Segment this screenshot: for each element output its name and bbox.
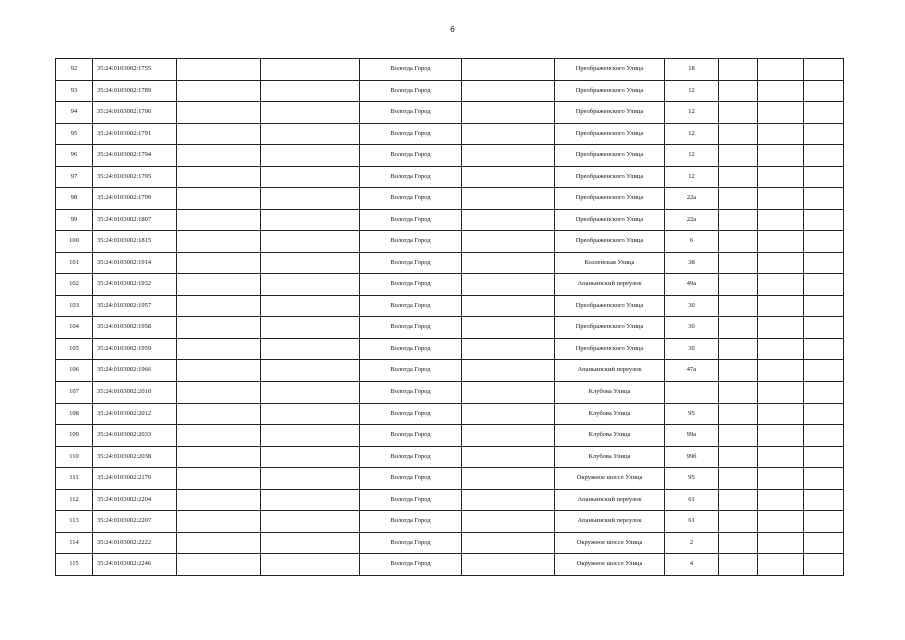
table-row [56,59,844,81]
empty-cell [261,532,360,554]
empty-cell [261,360,360,382]
page-number: 6 [450,25,455,34]
street-cell: Преображенского Улица [555,166,665,188]
city-cell: Вологда Город [360,166,462,188]
street-cell: Апаньинский переулок [555,511,665,533]
empty-cell [758,274,804,296]
empty-cell [758,317,804,339]
street-cell: Клубова Улица [555,381,665,403]
cadastral-number-cell: 35:24:0103002:1815 [93,231,177,253]
city-cell: Вологда Город [360,532,462,554]
empty-cell [758,532,804,554]
city-cell: Вологда Город [360,188,462,210]
table-row [56,145,844,167]
table-row [56,511,844,533]
empty-cell [462,381,555,403]
street-cell: Преображенского Улица [555,317,665,339]
table-row [56,231,844,253]
empty-cell [261,209,360,231]
empty-cell [177,80,261,102]
city-cell: Вологда Город [360,511,462,533]
empty-cell [261,102,360,124]
empty-cell [758,554,804,576]
cadastral-number-cell: 35:24:0103002:2010 [93,381,177,403]
empty-cell [719,80,758,102]
table-row [56,403,844,425]
city-cell: Вологда Город [360,102,462,124]
empty-cell [804,209,844,231]
empty-cell [177,403,261,425]
empty-cell [462,511,555,533]
empty-cell [758,59,804,81]
empty-cell [462,403,555,425]
house-number-cell: 95 [665,403,719,425]
empty-cell [261,511,360,533]
empty-cell [804,489,844,511]
city-cell: Вологда Город [360,274,462,296]
empty-cell [719,403,758,425]
empty-cell [261,317,360,339]
empty-cell [462,145,555,167]
empty-cell [804,425,844,447]
street-cell: Апаньинский переулок [555,360,665,382]
empty-cell [719,532,758,554]
empty-cell [462,360,555,382]
street-cell: Окружное шоссе Улица [555,554,665,576]
cadastral-number-cell: 35:24:0103002:1966 [93,360,177,382]
row-number-cell: 92 [56,59,93,81]
row-number-cell: 114 [56,532,93,554]
empty-cell [719,188,758,210]
empty-cell [719,511,758,533]
empty-cell [804,123,844,145]
empty-cell [261,252,360,274]
street-cell: Преображенского Улица [555,338,665,360]
row-number-cell: 96 [56,145,93,167]
empty-cell [462,252,555,274]
empty-cell [758,381,804,403]
cadastral-number-cell: 35:24:0103002:1789 [93,80,177,102]
empty-cell [462,446,555,468]
street-cell: Преображенского Улица [555,188,665,210]
city-cell: Вологда Город [360,123,462,145]
cadastral-number-cell: 35:24:0103002:1799 [93,188,177,210]
table-row [56,338,844,360]
city-cell: Вологда Город [360,231,462,253]
row-number-cell: 97 [56,166,93,188]
row-number-cell: 106 [56,360,93,382]
row-number-cell: 105 [56,338,93,360]
house-number-cell: 38 [665,252,719,274]
empty-cell [758,80,804,102]
city-cell: Вологда Город [360,209,462,231]
street-cell: Клубова Улица [555,403,665,425]
empty-cell [758,102,804,124]
cadastral-number-cell: 35:24:0103002:2204 [93,489,177,511]
empty-cell [719,554,758,576]
house-number-cell: 99б [665,446,719,468]
table-row [56,489,844,511]
property-registry-table [55,58,844,576]
empty-cell [462,468,555,490]
city-cell: Вологда Город [360,446,462,468]
empty-cell [719,446,758,468]
empty-cell [177,425,261,447]
empty-cell [177,231,261,253]
empty-cell [719,166,758,188]
empty-cell [719,468,758,490]
empty-cell [462,123,555,145]
empty-cell [804,381,844,403]
street-cell: Преображенского Улица [555,80,665,102]
empty-cell [261,295,360,317]
cadastral-number-cell: 35:24:0103002:1932 [93,274,177,296]
empty-cell [719,489,758,511]
empty-cell [261,274,360,296]
street-cell: Преображенского Улица [555,295,665,317]
cadastral-number-cell: 35:24:0103002:2222 [93,532,177,554]
street-cell: Козленская Улица [555,252,665,274]
empty-cell [177,554,261,576]
empty-cell [462,274,555,296]
house-number-cell: 61 [665,489,719,511]
row-number-cell: 113 [56,511,93,533]
row-number-cell: 104 [56,317,93,339]
empty-cell [758,123,804,145]
empty-cell [758,338,804,360]
empty-cell [804,252,844,274]
empty-cell [177,102,261,124]
house-number-cell: 2 [665,532,719,554]
house-number-cell: 12 [665,102,719,124]
row-number-cell: 108 [56,403,93,425]
street-cell: Клубова Улица [555,446,665,468]
empty-cell [804,360,844,382]
empty-cell [758,489,804,511]
empty-cell [261,166,360,188]
empty-cell [261,188,360,210]
empty-cell [462,317,555,339]
row-number-cell: 100 [56,231,93,253]
house-number-cell: 49а [665,274,719,296]
empty-cell [719,295,758,317]
empty-cell [758,295,804,317]
empty-cell [804,317,844,339]
house-number-cell: 99а [665,425,719,447]
empty-cell [804,59,844,81]
street-cell: Клубова Улица [555,425,665,447]
empty-cell [804,511,844,533]
cadastral-number-cell: 35:24:0103002:2170 [93,468,177,490]
empty-cell [758,231,804,253]
empty-cell [261,338,360,360]
empty-cell [177,295,261,317]
cadastral-number-cell: 35:24:0103002:1807 [93,209,177,231]
empty-cell [177,381,261,403]
empty-cell [758,166,804,188]
empty-cell [719,145,758,167]
empty-cell [462,554,555,576]
empty-cell [177,209,261,231]
empty-cell [719,252,758,274]
empty-cell [177,338,261,360]
row-number-cell: 110 [56,446,93,468]
empty-cell [719,123,758,145]
empty-cell [177,468,261,490]
street-cell: Преображенского Улица [555,102,665,124]
street-cell: Окружное шоссе Улица [555,532,665,554]
empty-cell [261,403,360,425]
empty-cell [462,80,555,102]
empty-cell [261,145,360,167]
empty-cell [261,446,360,468]
cadastral-number-cell: 35:24:0103002:1957 [93,295,177,317]
city-cell: Вологда Город [360,489,462,511]
street-cell: Апаньинский переулок [555,274,665,296]
cadastral-number-cell: 35:24:0103002:2012 [93,403,177,425]
empty-cell [758,252,804,274]
empty-cell [462,425,555,447]
empty-cell [804,188,844,210]
house-number-cell: 12 [665,123,719,145]
cadastral-number-cell: 35:24:0103002:2207 [93,511,177,533]
street-cell: Преображенского Улица [555,59,665,81]
empty-cell [177,317,261,339]
row-number-cell: 93 [56,80,93,102]
house-number-cell: 95 [665,468,719,490]
house-number-cell: 30 [665,338,719,360]
empty-cell [261,59,360,81]
row-number-cell: 94 [56,102,93,124]
empty-cell [804,554,844,576]
empty-cell [261,489,360,511]
street-cell: Апаньинский переулок [555,489,665,511]
empty-cell [804,295,844,317]
row-number-cell: 111 [56,468,93,490]
empty-cell [462,231,555,253]
cadastral-number-cell: 35:24:0103002:1794 [93,145,177,167]
row-number-cell: 102 [56,274,93,296]
city-cell: Вологда Город [360,145,462,167]
empty-cell [804,403,844,425]
empty-cell [177,511,261,533]
empty-cell [261,468,360,490]
cadastral-number-cell: 35:24:0103002:1795 [93,166,177,188]
table-row [56,468,844,490]
house-number-cell [665,381,719,403]
empty-cell [719,360,758,382]
city-cell: Вологда Город [360,59,462,81]
table-row [56,252,844,274]
empty-cell [177,360,261,382]
cadastral-number-cell: 35:24:0103002:1914 [93,252,177,274]
street-cell: Преображенского Улица [555,231,665,253]
cadastral-number-cell: 35:24:0103002:2246 [93,554,177,576]
empty-cell [261,123,360,145]
table-row [56,80,844,102]
empty-cell [719,209,758,231]
table-row [56,317,844,339]
empty-cell [758,360,804,382]
row-number-cell: 107 [56,381,93,403]
city-cell: Вологда Город [360,80,462,102]
empty-cell [177,59,261,81]
house-number-cell: 12 [665,145,719,167]
cadastral-number-cell: 35:24:0103002:1790 [93,102,177,124]
empty-cell [804,231,844,253]
cadastral-number-cell: 35:24:0103002:2033 [93,425,177,447]
city-cell: Вологда Город [360,468,462,490]
cadastral-number-cell: 35:24:0103002:1755 [93,59,177,81]
empty-cell [177,252,261,274]
empty-cell [758,468,804,490]
city-cell: Вологда Город [360,381,462,403]
empty-cell [177,274,261,296]
house-number-cell: 30 [665,295,719,317]
table-row [56,166,844,188]
empty-cell [462,188,555,210]
empty-cell [177,532,261,554]
table-row [56,274,844,296]
empty-cell [758,425,804,447]
row-number-cell: 99 [56,209,93,231]
city-cell: Вологда Город [360,425,462,447]
empty-cell [804,446,844,468]
house-number-cell: 30 [665,317,719,339]
table-row [56,554,844,576]
row-number-cell: 109 [56,425,93,447]
row-number-cell: 115 [56,554,93,576]
empty-cell [462,489,555,511]
empty-cell [758,209,804,231]
empty-cell [804,102,844,124]
city-cell: Вологда Город [360,403,462,425]
empty-cell [177,145,261,167]
empty-cell [462,209,555,231]
empty-cell [719,59,758,81]
city-cell: Вологда Город [360,317,462,339]
empty-cell [758,188,804,210]
city-cell: Вологда Город [360,295,462,317]
empty-cell [804,338,844,360]
table-row [56,381,844,403]
empty-cell [758,145,804,167]
empty-cell [719,338,758,360]
empty-cell [804,80,844,102]
cadastral-number-cell: 35:24:0103002:1791 [93,123,177,145]
city-cell: Вологда Город [360,252,462,274]
empty-cell [719,425,758,447]
empty-cell [462,532,555,554]
house-number-cell: 6 [665,231,719,253]
row-number-cell: 112 [56,489,93,511]
house-number-cell: 12 [665,80,719,102]
empty-cell [804,468,844,490]
empty-cell [261,425,360,447]
house-number-cell: 22а [665,188,719,210]
empty-cell [719,274,758,296]
street-cell: Преображенского Улица [555,123,665,145]
street-cell: Окружное шоссе Улица [555,468,665,490]
house-number-cell: 61 [665,511,719,533]
empty-cell [719,102,758,124]
city-cell: Вологда Город [360,360,462,382]
house-number-cell: 18 [665,59,719,81]
table-row [56,209,844,231]
table-row [56,188,844,210]
city-cell: Вологда Город [360,554,462,576]
empty-cell [758,403,804,425]
empty-cell [462,338,555,360]
empty-cell [261,80,360,102]
street-cell: Преображенского Улица [555,145,665,167]
empty-cell [462,59,555,81]
empty-cell [177,446,261,468]
table-row [56,123,844,145]
cadastral-number-cell: 35:24:0103002:2038 [93,446,177,468]
table-row [56,102,844,124]
house-number-cell: 47а [665,360,719,382]
table-row [56,295,844,317]
table-row [56,532,844,554]
empty-cell [177,188,261,210]
row-number-cell: 95 [56,123,93,145]
empty-cell [177,166,261,188]
empty-cell [804,274,844,296]
empty-cell [261,554,360,576]
empty-cell [804,145,844,167]
empty-cell [804,166,844,188]
house-number-cell: 12 [665,166,719,188]
empty-cell [719,381,758,403]
table-row [56,360,844,382]
empty-cell [758,511,804,533]
empty-cell [261,231,360,253]
table-row [56,425,844,447]
empty-cell [719,317,758,339]
street-cell: Преображенского Улица [555,209,665,231]
empty-cell [177,489,261,511]
empty-cell [758,446,804,468]
row-number-cell: 98 [56,188,93,210]
empty-cell [804,532,844,554]
city-cell: Вологда Город [360,338,462,360]
empty-cell [177,123,261,145]
empty-cell [462,102,555,124]
cadastral-number-cell: 35:24:0103002:1959 [93,338,177,360]
empty-cell [719,231,758,253]
row-number-cell: 103 [56,295,93,317]
empty-cell [462,295,555,317]
house-number-cell: 4 [665,554,719,576]
empty-cell [462,166,555,188]
empty-cell [261,381,360,403]
table-row [56,446,844,468]
row-number-cell: 101 [56,252,93,274]
house-number-cell: 22а [665,209,719,231]
cadastral-number-cell: 35:24:0103002:1958 [93,317,177,339]
